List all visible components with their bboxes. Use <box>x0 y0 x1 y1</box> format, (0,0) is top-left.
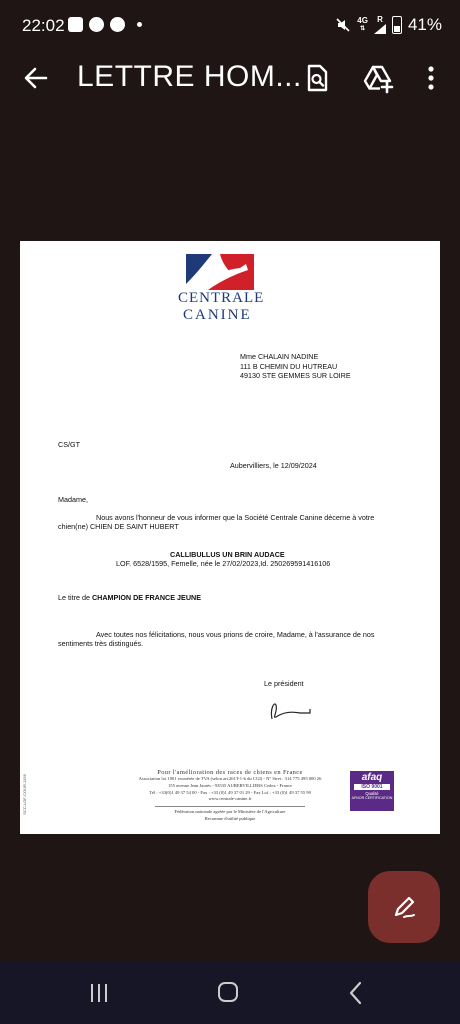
logo-line2: CANINE <box>183 307 252 323</box>
network-type: 4G <box>357 16 368 25</box>
afaq-sub: AFNOR CERTIFICATION <box>351 796 393 800</box>
recipient-city: 49130 STE GEMMES SUR LOIRE <box>240 371 351 380</box>
battery-icon <box>392 16 402 34</box>
document-page[interactable] <box>20 241 440 834</box>
title-line <box>58 593 201 602</box>
side-reference: SCC-LOF-COUR-1156 <box>21 774 27 815</box>
signal-icon <box>374 24 386 34</box>
footer-utility: Reconnue d'utilité publique <box>204 815 256 821</box>
document-title: LETTRE HOM... <box>77 60 302 93</box>
more-vert-icon[interactable] <box>420 64 442 92</box>
back-arrow-icon[interactable] <box>22 64 50 92</box>
afaq-label: Qualité <box>365 791 379 796</box>
logo-line1: CENTRALE <box>178 290 265 306</box>
recipient-name: Mme CHALAIN NADINE <box>240 352 319 361</box>
recent-apps-icon[interactable] <box>88 982 110 1004</box>
place-date: Aubervilliers, le 12/09/2024 <box>230 461 317 470</box>
footer-motto: Pour l'amélioration des races de chiens en France <box>157 769 303 776</box>
signatory: Le président <box>264 679 304 688</box>
app-notification-icon <box>89 17 104 32</box>
closing-line-1: Avec toutes nos félicitations, nous vous prions de croire, Madame, à l'assurance de nos <box>96 630 375 639</box>
edit-pen-icon <box>390 893 418 921</box>
back-icon[interactable] <box>346 981 366 1005</box>
download-notification-icon <box>110 17 125 32</box>
salutation: Madame, <box>58 495 88 504</box>
recipient-street: 111 B CHEMIN DU HUTREAU <box>240 362 338 371</box>
closing-line-2: sentiments très distingués. <box>58 639 144 648</box>
dog-details: LOF. 6528/1595, Femelle, née le 27/02/2023,Id. 250269591416106 <box>116 559 331 568</box>
image-notification-icon <box>68 17 83 32</box>
signature <box>266 697 318 723</box>
footer-federation: Fédération nationale agréée par le Ministère de l'Agriculture <box>174 809 286 815</box>
footer-divider <box>155 806 305 807</box>
reference: CS/GT <box>58 440 80 449</box>
title-prefix: Le titre de <box>58 593 90 602</box>
footer-line-2: 155 avenue Jean Jaurès - 93535 AUBERVILLIERS Cedex - France <box>167 782 292 788</box>
letter-footer <box>120 769 340 823</box>
status-time: 22:02 <box>22 16 65 35</box>
footer-line-4: www.centrale-canine.fr <box>208 796 252 802</box>
app-bar <box>0 52 460 104</box>
status-bar: 22:02 4G ⇅ R 41% <box>22 15 442 35</box>
roaming-indicator: R <box>377 15 383 24</box>
home-icon[interactable] <box>217 981 239 1003</box>
afaq-norm: ISO 9001 <box>354 784 390 790</box>
search-document-icon[interactable] <box>302 63 332 93</box>
footer-line-1: Association loi 1901 exonérée de TVA (selon art.261T-1-b du CGI) - N° Siret : 314 775 495 000 26 <box>138 776 322 781</box>
paragraph-1-line-2: chien(ne) CHIEN DE SAINT HUBERT <box>58 522 179 531</box>
footer-line-3: Tél : +33(0)1 49 37 54 00 - Fax : +33 (0)1 49 37 01 29 - Fax Lof : +33 (0)1 49 37 55 99 <box>149 789 311 795</box>
mute-icon <box>335 17 351 33</box>
afaq-certification-badge <box>350 771 394 811</box>
centrale-canine-logo <box>186 254 254 290</box>
edit-fab-button[interactable] <box>368 871 440 943</box>
afaq-brand: afaq <box>361 772 383 783</box>
more-notifications-icon <box>137 22 142 27</box>
dog-name: CALLIBULLUS UN BRIN AUDACE <box>170 550 285 559</box>
title-award: CHAMPION DE FRANCE JEUNE <box>91 593 201 602</box>
drive-add-icon[interactable] <box>362 62 394 94</box>
battery-level: 41% <box>407 15 442 34</box>
system-nav-bar <box>0 962 460 1024</box>
paragraph-1-line-1: Nous avons l'honneur de vous informer que la Société Centrale Canine décerne à votre <box>96 513 375 522</box>
